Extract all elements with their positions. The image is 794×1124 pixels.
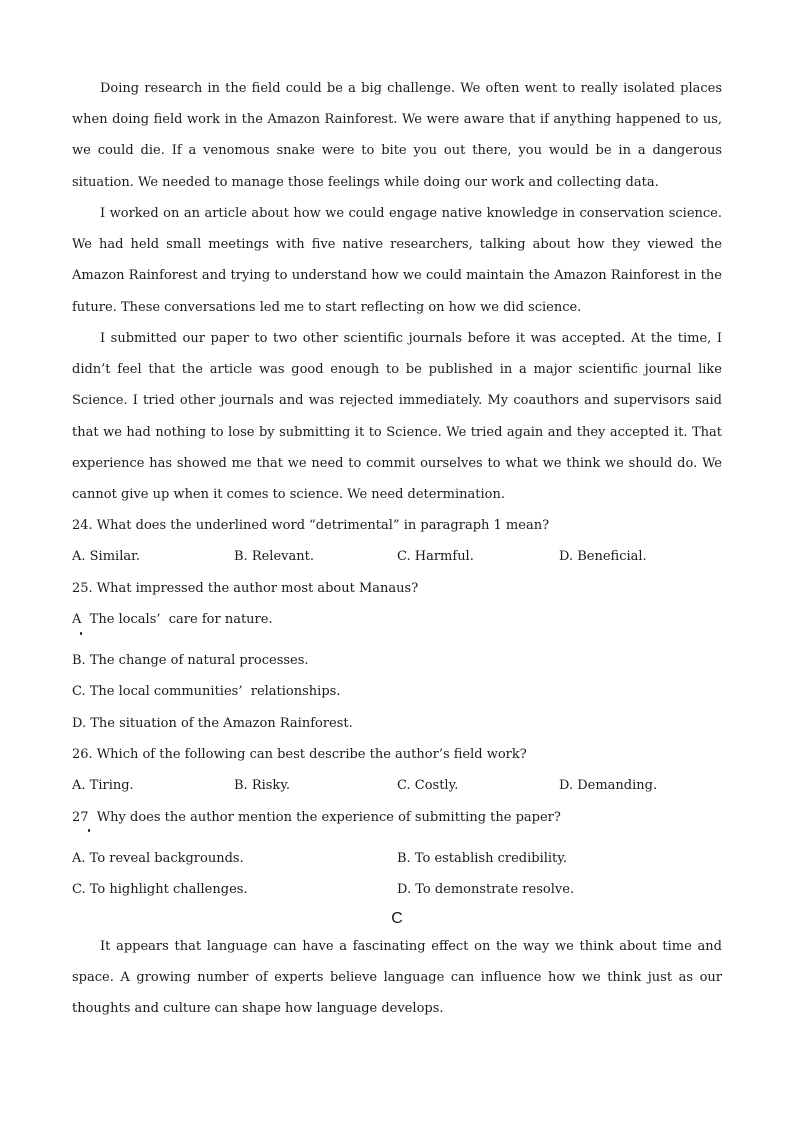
question-26-stem: 26. Which of the following can best describe the author’s field work? [72,747,527,762]
question-25-option-d: D. The situation of the Amazon Rainforest. [72,716,353,731]
question-25-stem: 25. What impressed the author most about Manaus? [72,581,419,596]
question-24-option-b: B. Relevant. [234,549,314,564]
section-c-paragraph-1: It appears that language can have a fascinating effect on the way we think about time and space. A growing number of experts believe language can influence how we think just as our thoughts and culture can shape how language develops. [72,939,722,1017]
question-27-stem: 27 Why does the author mention the experience of submitting the paper? [72,810,561,825]
stray-dot-mark [88,829,90,832]
question-24-stem: 24. What does the underlined word “detrimental” in paragraph 1 mean? [72,518,550,533]
question-27-option-a: A. To reveal backgrounds. [72,851,244,866]
stray-dot-mark [80,632,82,635]
question-24-option-a: A. Similar. [72,549,141,564]
passage-paragraph-1: Doing research in the field could be a big challenge. We often went to really isolated places when doing field work in the Amazon Rainforest. We were aware that if anything happened to us, we could die. If a venomous snake were to bite you out there, you would be in a dangerous situation. We needed to manage those feelings while doing our work and collecting data. [72,81,722,190]
passage-paragraph-2: I worked on an article about how we could engage native knowledge in conservation science. We had held small meetings with five native researchers, talking about how they viewed the Amazon Rainforest and trying to understand how we could maintain the Amazon Rainforest in the future. These conversations led me to start reflecting on how we did science. [72,206,722,315]
section-heading: C [391,910,403,927]
question-26-option-d: D. Demanding. [559,778,658,793]
question-26-option-a: A. Tiring. [72,778,134,793]
question-24-option-c: C. Harmful. [397,549,474,564]
question-25-option-c: C. The local communities’ relationships. [72,684,341,699]
question-26-option-b: B. Risky. [234,778,291,793]
question-27-option-c: C. To highlight challenges. [72,882,248,897]
question-25-option-b: B. The change of natural processes. [72,653,309,668]
passage-paragraph-3: I submitted our paper to two other scientific journals before it was accepted. At the time, I didn’t feel that the article was good enough to be published in a major scientific journal like Science. I tried other journals and was rejected immediately. My coauthors and supervisors said that we had nothing to lose by submitting it to Science. We tried again and they accepted it. That experience has showed me that we need to commit ourselves to what we think we should do. We cannot give up when it comes to science. We need determination. [72,331,722,503]
question-27-option-b: B. To establish credibility. [397,851,568,866]
question-24-option-d: D. Beneficial. [559,549,647,564]
question-26-option-c: C. Costly. [397,778,459,793]
question-25-option-a: A The locals’ care for nature. [72,612,273,627]
question-27-option-d: D. To demonstrate resolve. [397,882,575,897]
